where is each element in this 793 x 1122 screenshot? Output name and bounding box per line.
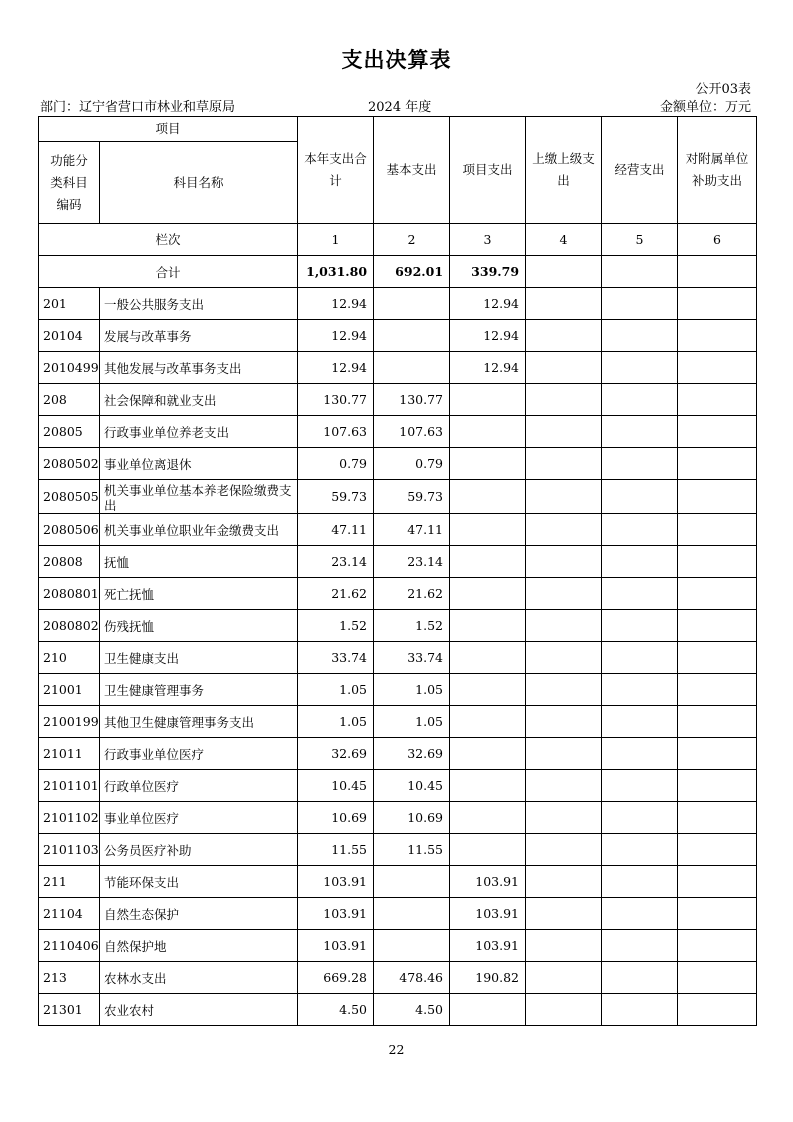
- row-upper: [526, 416, 602, 448]
- row-total: 669.28: [298, 962, 374, 994]
- row-upper: [526, 802, 602, 834]
- row-subject-name: 行政单位医疗: [100, 770, 298, 802]
- index-cell: 3: [450, 224, 526, 256]
- row-project: 12.94: [450, 288, 526, 320]
- row-upper: [526, 514, 602, 546]
- table-code: 公开03表: [695, 82, 751, 97]
- table-row: [39, 384, 757, 416]
- table-row: [39, 866, 757, 898]
- row-code: 21301: [39, 994, 100, 1026]
- row-upper: [526, 994, 602, 1026]
- header-upper: 上缴上级支出: [526, 117, 602, 224]
- row-business: [602, 384, 678, 416]
- row-business: [602, 514, 678, 546]
- row-subject-name: 一般公共服务支出: [100, 288, 298, 320]
- row-business: [602, 738, 678, 770]
- row-basic: 33.74: [374, 642, 450, 674]
- row-upper: [526, 642, 602, 674]
- row-upper: [526, 834, 602, 866]
- table-row: [39, 930, 757, 962]
- row-business: [602, 898, 678, 930]
- row-subject-name: 事业单位离退休: [100, 448, 298, 480]
- row-total: 4.50: [298, 994, 374, 1026]
- row-total: 32.69: [298, 738, 374, 770]
- row-subject-name: 抚恤: [100, 546, 298, 578]
- row-business: [602, 674, 678, 706]
- table-meta: [40, 96, 751, 114]
- row-code: 2101101: [39, 770, 100, 802]
- row-total: 130.77: [298, 384, 374, 416]
- row-total: 103.91: [298, 866, 374, 898]
- row-project: [450, 738, 526, 770]
- row-code: 213: [39, 962, 100, 994]
- row-project: [450, 384, 526, 416]
- row-code: 2080801: [39, 578, 100, 610]
- row-business: [602, 352, 678, 384]
- table-row: [39, 610, 757, 642]
- row-project: [450, 448, 526, 480]
- row-total: 1.05: [298, 706, 374, 738]
- row-code: 208: [39, 384, 100, 416]
- row-subsidy: [678, 578, 757, 610]
- row-subject-name: 卫生健康管理事务: [100, 674, 298, 706]
- row-subsidy: [678, 448, 757, 480]
- row-project: [450, 674, 526, 706]
- row-subsidy: [678, 384, 757, 416]
- row-subsidy: [678, 514, 757, 546]
- row-code: 2080502: [39, 448, 100, 480]
- row-upper: [526, 480, 602, 514]
- row-total: 12.94: [298, 288, 374, 320]
- total-row: [39, 256, 757, 288]
- header-subsidy: 对附属单位补助支出: [678, 117, 757, 224]
- row-subject-name: 伤残抚恤: [100, 610, 298, 642]
- row-subject-name: 行政事业单位医疗: [100, 738, 298, 770]
- header-basic: 基本支出: [374, 117, 450, 224]
- row-project: 12.94: [450, 320, 526, 352]
- row-basic: 59.73: [374, 480, 450, 514]
- row-subject-name: 农林水支出: [100, 962, 298, 994]
- row-business: [602, 802, 678, 834]
- row-project: [450, 802, 526, 834]
- row-upper: [526, 674, 602, 706]
- row-subsidy: [678, 802, 757, 834]
- row-subsidy: [678, 674, 757, 706]
- row-upper: [526, 546, 602, 578]
- table-row: [39, 352, 757, 384]
- row-business: [602, 448, 678, 480]
- row-subsidy: [678, 866, 757, 898]
- row-subsidy: [678, 288, 757, 320]
- page-number: 22: [388, 1042, 405, 1057]
- row-code: 21011: [39, 738, 100, 770]
- row-total: 12.94: [298, 352, 374, 384]
- row-subsidy: [678, 610, 757, 642]
- row-basic: 11.55: [374, 834, 450, 866]
- row-basic: 107.63: [374, 416, 450, 448]
- row-code: 2110406: [39, 930, 100, 962]
- row-upper: [526, 930, 602, 962]
- row-upper: [526, 610, 602, 642]
- row-code: 2101102: [39, 802, 100, 834]
- row-basic: [374, 866, 450, 898]
- table-row: [39, 288, 757, 320]
- row-business: [602, 288, 678, 320]
- total-project: 339.79: [450, 256, 526, 288]
- row-subject-name: 行政事业单位养老支出: [100, 416, 298, 448]
- row-project: [450, 480, 526, 514]
- row-business: [602, 416, 678, 448]
- row-subject-name: 卫生健康支出: [100, 642, 298, 674]
- row-subject-name: 其他发展与改革事务支出: [100, 352, 298, 384]
- total-basic: 692.01: [374, 256, 450, 288]
- table-row: [39, 802, 757, 834]
- row-code: 21001: [39, 674, 100, 706]
- row-business: [602, 320, 678, 352]
- row-basic: 47.11: [374, 514, 450, 546]
- row-basic: 0.79: [374, 448, 450, 480]
- row-business: [602, 994, 678, 1026]
- row-business: [602, 706, 678, 738]
- row-upper: [526, 738, 602, 770]
- row-code: 2100199: [39, 706, 100, 738]
- row-total: 103.91: [298, 898, 374, 930]
- row-code: 20808: [39, 546, 100, 578]
- index-cell: 4: [526, 224, 602, 256]
- row-code: 2010499: [39, 352, 100, 384]
- row-project: [450, 834, 526, 866]
- year-label: 2024 年度: [368, 100, 432, 115]
- index-label: 栏次: [39, 224, 298, 256]
- row-subject-name: 其他卫生健康管理事务支出: [100, 706, 298, 738]
- row-business: [602, 610, 678, 642]
- row-code: 210: [39, 642, 100, 674]
- row-subsidy: [678, 738, 757, 770]
- row-project: 103.91: [450, 898, 526, 930]
- row-subject-name: 自然保护地: [100, 930, 298, 962]
- row-basic: 130.77: [374, 384, 450, 416]
- header-subject-name: 科目名称: [100, 142, 298, 224]
- row-subsidy: [678, 642, 757, 674]
- index-cell: 5: [602, 224, 678, 256]
- header-item: 项目: [39, 117, 298, 142]
- row-upper: [526, 320, 602, 352]
- page-title: 支出决算表: [341, 48, 452, 72]
- row-basic: 4.50: [374, 994, 450, 1026]
- row-total: 23.14: [298, 546, 374, 578]
- index-cell: 2: [374, 224, 450, 256]
- index-cell: 1: [298, 224, 374, 256]
- row-subsidy: [678, 994, 757, 1026]
- row-business: [602, 866, 678, 898]
- expenditure-table: [38, 116, 757, 1026]
- total-subsidy: [678, 256, 757, 288]
- row-business: [602, 930, 678, 962]
- row-basic: [374, 898, 450, 930]
- row-project: [450, 706, 526, 738]
- index-row: [39, 224, 757, 256]
- row-total: 11.55: [298, 834, 374, 866]
- row-upper: [526, 448, 602, 480]
- row-subsidy: [678, 962, 757, 994]
- table-row: [39, 674, 757, 706]
- row-subject-name: 自然生态保护: [100, 898, 298, 930]
- department-label: 部门：辽宁省营口市林业和草原局: [40, 100, 236, 115]
- table-row: [39, 770, 757, 802]
- row-project: [450, 610, 526, 642]
- row-basic: [374, 930, 450, 962]
- row-project: [450, 642, 526, 674]
- row-business: [602, 770, 678, 802]
- row-code: 21104: [39, 898, 100, 930]
- row-subsidy: [678, 416, 757, 448]
- row-total: 1.05: [298, 674, 374, 706]
- row-subsidy: [678, 930, 757, 962]
- row-subsidy: [678, 706, 757, 738]
- row-business: [602, 578, 678, 610]
- row-project: [450, 514, 526, 546]
- row-upper: [526, 770, 602, 802]
- row-subsidy: [678, 352, 757, 384]
- row-project: [450, 994, 526, 1026]
- row-subject-name: 发展与改革事务: [100, 320, 298, 352]
- row-subsidy: [678, 546, 757, 578]
- row-basic: 32.69: [374, 738, 450, 770]
- row-subsidy: [678, 898, 757, 930]
- row-basic: [374, 320, 450, 352]
- row-total: 0.79: [298, 448, 374, 480]
- row-project: [450, 770, 526, 802]
- row-basic: 1.05: [374, 706, 450, 738]
- row-project: 190.82: [450, 962, 526, 994]
- row-subject-name: 机关事业单位基本养老保险缴费支出: [100, 480, 298, 514]
- row-subject-name: 公务员医疗补助: [100, 834, 298, 866]
- unit-label: 金额单位：万元: [659, 100, 751, 115]
- total-business: [602, 256, 678, 288]
- row-code: 20805: [39, 416, 100, 448]
- table-row: [39, 514, 757, 546]
- row-basic: [374, 352, 450, 384]
- row-basic: 10.45: [374, 770, 450, 802]
- row-total: 1.52: [298, 610, 374, 642]
- table-row: [39, 706, 757, 738]
- index-cell: 6: [678, 224, 757, 256]
- table-row: [39, 578, 757, 610]
- table-row: [39, 898, 757, 930]
- row-total: 107.63: [298, 416, 374, 448]
- row-subsidy: [678, 834, 757, 866]
- row-business: [602, 962, 678, 994]
- row-subject-name: 事业单位医疗: [100, 802, 298, 834]
- row-subject-name: 机关事业单位职业年金缴费支出: [100, 514, 298, 546]
- row-project: 12.94: [450, 352, 526, 384]
- row-total: 10.69: [298, 802, 374, 834]
- row-upper: [526, 352, 602, 384]
- row-subject-name: 农业农村: [100, 994, 298, 1026]
- row-basic: [374, 288, 450, 320]
- row-upper: [526, 384, 602, 416]
- table-row: [39, 416, 757, 448]
- table-row: [39, 994, 757, 1026]
- row-business: [602, 834, 678, 866]
- row-code: 2080506: [39, 514, 100, 546]
- row-total: 33.74: [298, 642, 374, 674]
- row-subject-name: 死亡抚恤: [100, 578, 298, 610]
- table-row: [39, 448, 757, 480]
- row-total: 47.11: [298, 514, 374, 546]
- row-project: [450, 416, 526, 448]
- row-upper: [526, 288, 602, 320]
- row-code: 2101103: [39, 834, 100, 866]
- row-upper: [526, 962, 602, 994]
- row-basic: 21.62: [374, 578, 450, 610]
- row-subject-name: 节能环保支出: [100, 866, 298, 898]
- row-subsidy: [678, 320, 757, 352]
- row-basic: 23.14: [374, 546, 450, 578]
- row-upper: [526, 898, 602, 930]
- row-basic: 478.46: [374, 962, 450, 994]
- row-basic: 1.52: [374, 610, 450, 642]
- row-total: 12.94: [298, 320, 374, 352]
- header-row-1: [39, 117, 757, 142]
- row-upper: [526, 706, 602, 738]
- row-total: 103.91: [298, 930, 374, 962]
- row-total: 10.45: [298, 770, 374, 802]
- row-code: 2080802: [39, 610, 100, 642]
- table-row: [39, 642, 757, 674]
- table-row: [39, 834, 757, 866]
- total-upper: [526, 256, 602, 288]
- row-business: [602, 642, 678, 674]
- row-basic: 10.69: [374, 802, 450, 834]
- header-project: 项目支出: [450, 117, 526, 224]
- row-project: 103.91: [450, 930, 526, 962]
- row-upper: [526, 866, 602, 898]
- row-code: 201: [39, 288, 100, 320]
- table-row: [39, 546, 757, 578]
- row-project: [450, 578, 526, 610]
- row-total: 59.73: [298, 480, 374, 514]
- row-upper: [526, 578, 602, 610]
- header-business: 经营支出: [602, 117, 678, 224]
- row-subsidy: [678, 480, 757, 514]
- table-row: [39, 320, 757, 352]
- header-total: 本年支出合计: [298, 117, 374, 224]
- table-row: [39, 480, 757, 514]
- total-label: 合计: [39, 256, 298, 288]
- total-total: 1,031.80: [298, 256, 374, 288]
- row-project: [450, 546, 526, 578]
- row-subject-name: 社会保障和就业支出: [100, 384, 298, 416]
- row-code: 2080505: [39, 480, 100, 514]
- row-business: [602, 480, 678, 514]
- row-subsidy: [678, 770, 757, 802]
- row-total: 21.62: [298, 578, 374, 610]
- table-row: [39, 738, 757, 770]
- row-business: [602, 546, 678, 578]
- row-basic: 1.05: [374, 674, 450, 706]
- row-code: 20104: [39, 320, 100, 352]
- header-func-code: 功能分类科目编码: [39, 142, 100, 224]
- row-project: 103.91: [450, 866, 526, 898]
- table-row: [39, 962, 757, 994]
- row-code: 211: [39, 866, 100, 898]
